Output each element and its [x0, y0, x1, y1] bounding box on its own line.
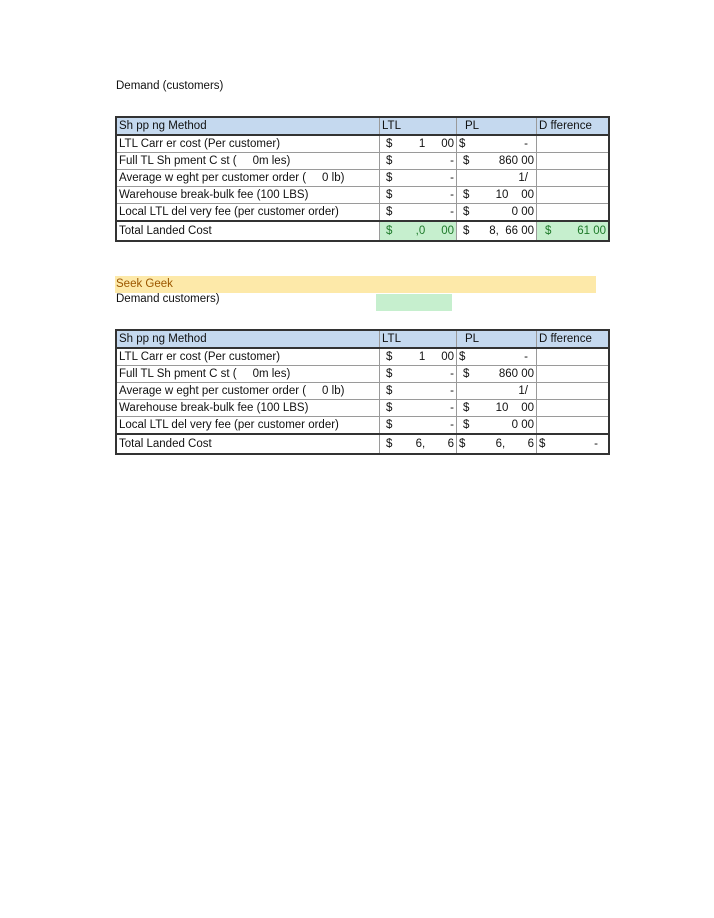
table-row [116, 204, 609, 222]
total-row [116, 434, 609, 454]
table-row [116, 366, 609, 383]
ltl-cell: $ - [380, 204, 457, 222]
col-header-difference: D fference [537, 330, 610, 348]
table-row [116, 170, 609, 187]
cost-table-2 [115, 329, 610, 455]
pl-cell: $ - [457, 348, 537, 366]
total-ltl-cell: $ ,0 00 [380, 221, 457, 241]
diff-cell [537, 135, 610, 153]
row-label: LTL Carr er cost (Per customer) [116, 135, 380, 153]
ltl-cell: $ - [380, 400, 457, 417]
pl-cell: 1/ [457, 170, 537, 187]
pl-cell: $ 10 00 [457, 400, 537, 417]
seek-geek-banner: Seek Geek [115, 276, 596, 293]
total-row [116, 221, 609, 241]
row-label: Average w eght per customer order ( 0 lb) [116, 170, 380, 187]
table-row [116, 135, 609, 153]
col-header-ltl: LTL [380, 117, 457, 135]
pl-cell: $ 860 00 [457, 153, 537, 170]
total-label: Total Landed Cost [116, 434, 380, 454]
diff-cell [537, 204, 610, 222]
demand-input-cell[interactable] [376, 294, 452, 311]
pl-cell: 1/ [457, 383, 537, 400]
ltl-cell: $ - [380, 366, 457, 383]
pl-cell: $ 0 00 [457, 417, 537, 435]
col-header-pl: PL [457, 117, 537, 135]
table-row [116, 153, 609, 170]
pl-cell: $ 10 00 [457, 187, 537, 204]
total-diff-cell: $ - [537, 434, 610, 454]
table-row [116, 383, 609, 400]
diff-cell [537, 366, 610, 383]
row-label: LTL Carr er cost (Per customer) [116, 348, 380, 366]
row-label: Full TL Sh pment C st ( 0m les) [116, 153, 380, 170]
row-label: Average w eght per customer order ( 0 lb) [116, 383, 380, 400]
pl-cell: $ - [457, 135, 537, 153]
col-header-method: Sh pp ng Method [116, 117, 380, 135]
pl-cell: $ 860 00 [457, 366, 537, 383]
col-header-pl: PL [457, 330, 537, 348]
table-row [116, 417, 609, 435]
ltl-cell: $ - [380, 170, 457, 187]
cost-table-1 [115, 116, 610, 242]
pl-cell: $ 0 00 [457, 204, 537, 222]
total-pl-cell: $ 8, 66 00 [457, 221, 537, 241]
demand-caption-1: Demand (customers) [116, 80, 224, 92]
col-header-method: Sh pp ng Method [116, 330, 380, 348]
diff-cell [537, 417, 610, 435]
total-label: Total Landed Cost [116, 221, 380, 241]
diff-cell [537, 348, 610, 366]
demand-caption-2: Demand customers) [116, 293, 220, 305]
row-label: Local LTL del very fee (per customer order) [116, 204, 380, 222]
diff-cell [537, 153, 610, 170]
row-label: Warehouse break-bulk fee (100 LBS) [116, 400, 380, 417]
total-diff-cell: $ 61 00 [537, 221, 610, 241]
total-ltl-cell: $ 6, 6 [380, 434, 457, 454]
diff-cell [537, 170, 610, 187]
diff-cell [537, 187, 610, 204]
table-row [116, 400, 609, 417]
col-header-ltl: LTL [380, 330, 457, 348]
col-header-difference: D fference [537, 117, 610, 135]
table-row [116, 348, 609, 366]
row-label: Local LTL del very fee (per customer order) [116, 417, 380, 435]
ltl-cell: $ - [380, 153, 457, 170]
table-header-row [116, 117, 609, 135]
ltl-cell: $ - [380, 417, 457, 435]
table-header-row [116, 330, 609, 348]
ltl-cell: $ 1 00 [380, 135, 457, 153]
table-row [116, 187, 609, 204]
diff-cell [537, 383, 610, 400]
row-label: Full TL Sh pment C st ( 0m les) [116, 366, 380, 383]
row-label: Warehouse break-bulk fee (100 LBS) [116, 187, 380, 204]
diff-cell [537, 400, 610, 417]
total-pl-cell: $ 6, 6 [457, 434, 537, 454]
ltl-cell: $ - [380, 187, 457, 204]
ltl-cell: $ - [380, 383, 457, 400]
ltl-cell: $ 1 00 [380, 348, 457, 366]
